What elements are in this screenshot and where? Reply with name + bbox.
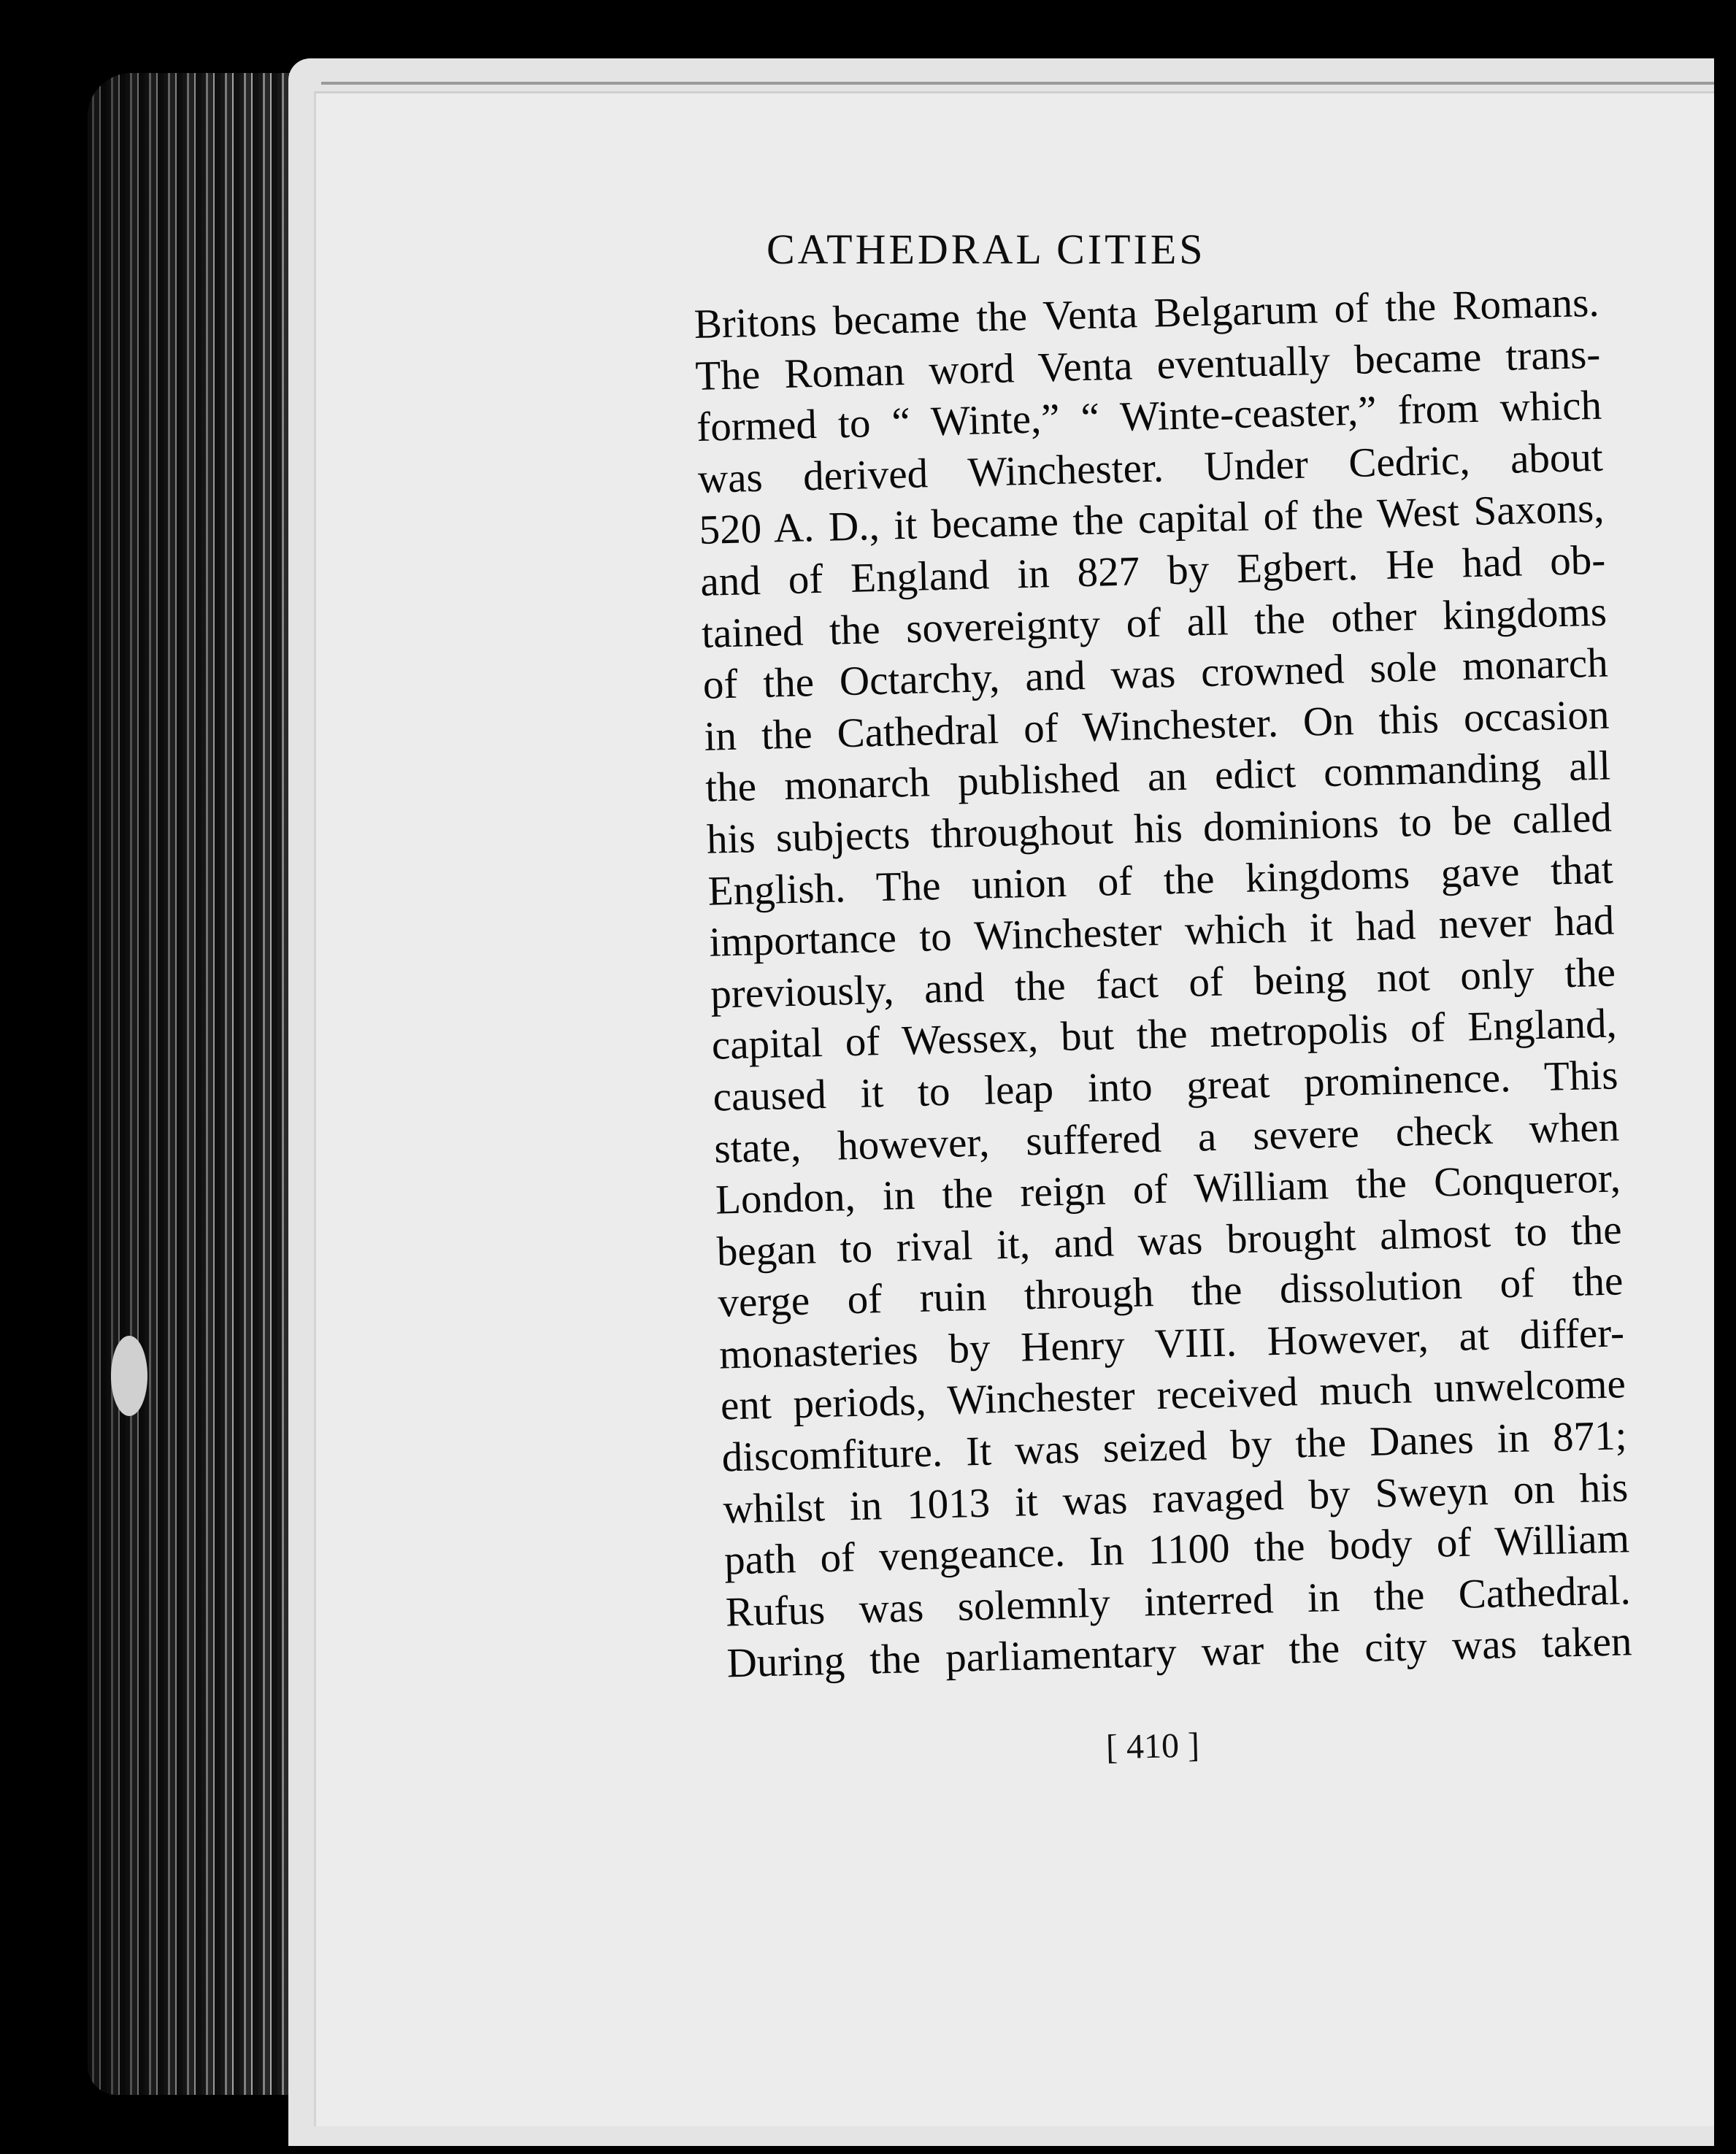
- text-line: path of vengeance. In 1100 the body of William: [723, 1515, 1630, 1584]
- text-line: During the parliamentary war the city was taken: [726, 1618, 1633, 1687]
- text-line: ent periods, Winchester received much unwelcome: [720, 1361, 1626, 1430]
- text-line: tained the sovereignty of all the other kingdoms: [701, 588, 1608, 657]
- text-line: whilst in 1013 it was ravaged by Sweyn on his: [722, 1463, 1629, 1533]
- text-line: and of England in 827 by Egbert. He had ob-: [699, 536, 1606, 605]
- text-line: state, however, suffered a severe check when: [713, 1103, 1620, 1172]
- text-line: in the Cathedral of Winchester. On this occasion: [703, 691, 1610, 760]
- top-edge-rule: [321, 82, 1719, 85]
- text-line: began to rival it, and was brought almost to the: [716, 1207, 1623, 1275]
- text-line: capital of Wessex, but the metropolis of England,: [711, 1000, 1618, 1069]
- text-line: Rufus was solemnly interred in the Cathedral.: [725, 1567, 1632, 1636]
- text-line: previously, and the fact of being not only the: [710, 949, 1616, 1018]
- edge-nick: [111, 1336, 147, 1416]
- body-text: [694, 277, 1632, 1690]
- running-head: CATHEDRAL CITIES: [767, 226, 1206, 273]
- text-line: verge of ruin through the dissolution of the: [717, 1258, 1624, 1326]
- text-line: discomfiture. It was seized by the Danes in 871;: [721, 1412, 1628, 1481]
- text-line: the monarch published an edict commanding all: [704, 742, 1611, 812]
- text-line: was derived Winchester. Under Cedric, about: [697, 434, 1604, 502]
- text-line: The Roman word Venta eventually became trans-: [694, 331, 1601, 399]
- text-line: 520 A. D., it became the capital of the West Saxons,: [698, 485, 1605, 554]
- page-number: [ 410 ]: [1105, 1726, 1200, 1767]
- text-line: English. The union of the kingdoms gave that: [707, 846, 1614, 915]
- text-line: of the Octarchy, and was crowned sole monarch: [702, 639, 1609, 708]
- text-line: monasteries by Henry VIII. However, at differ-: [718, 1309, 1625, 1378]
- text-line: London, in the reign of William the Conqueror,: [715, 1155, 1621, 1223]
- right-shadow: [1714, 44, 1736, 2154]
- text-line: importance to Winchester which it had never had: [708, 897, 1615, 966]
- text-line: formed to “ Winte,” “ Winte-ceaster,” from which: [696, 382, 1602, 451]
- text-line: his subjects throughout his dominions to be called: [706, 794, 1613, 863]
- text-line: caused it to leap into great prominence. This: [712, 1052, 1619, 1120]
- text-line: Britons became the Venta Belgarum of the Romans.: [694, 279, 1600, 347]
